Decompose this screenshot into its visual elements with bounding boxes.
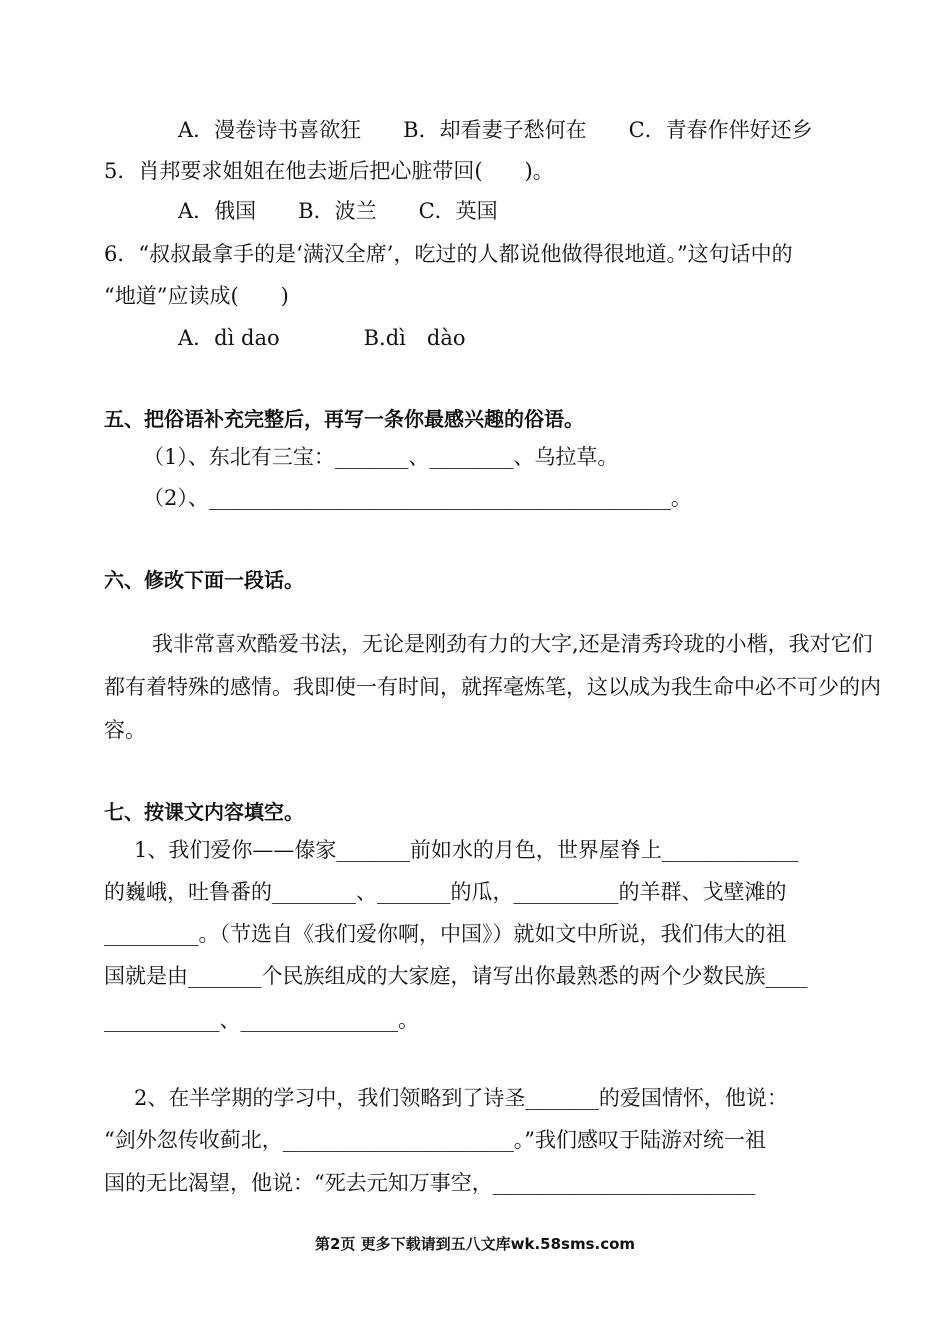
q4-item4-options: A．漫卷诗书喜欲狂 B．却看妻子愁何在 C．青春作伴好还乡 — [178, 118, 813, 142]
q4-item6-question-line2: “地道”应读成( ) — [104, 284, 289, 308]
q4-item6-question-line1: 6．“叔叔最拿手的是‘满汉全席’，吃过的人都说他做得很地道。”这句话中的 — [104, 242, 793, 266]
q6-title: 六、修改下面一段话。 — [104, 568, 304, 592]
q6-paragraph-line1: 我非常喜欢酷爱书法，无论是刚劲有力的大字,还是清秀玲珑的小楷，我对它们 — [152, 632, 873, 656]
q4-item5-options: A．俄国 B．波兰 C．英国 — [178, 199, 498, 223]
q7-title: 七、按课文内容填空。 — [104, 800, 304, 824]
q7-item1-line3: _________。（节选自《我们爱你啊，中国》）就如文中所说，我们伟大的祖 — [104, 922, 787, 946]
q7-item1-line2: 的巍峨，吐鲁番的________、_______的瓜，__________的羊群、戈壁滩的 — [104, 880, 787, 904]
q6-paragraph-line2: 都有着特殊的感情。我即使一有时间，就挥毫炼笔，这以成为我生命中必不可少的内 — [104, 675, 881, 699]
q5-line1: （1）、东北有三宝：_______、________、乌拉草。 — [143, 445, 619, 469]
q6-paragraph-line3: 容。 — [104, 718, 146, 742]
q5-line2: （2）、____________________________________________。 — [143, 486, 692, 510]
q7-item2-line1: 2、在半学期的学习中，我们领略到了诗圣_______的爱国情怀，他说： — [134, 1086, 788, 1110]
q4-item5-question: 5．肖邦要求姐姐在他去逝后把心脏带回( )。 — [104, 159, 554, 183]
q7-item2-line2: “剑外忽传收蓟北，______________________。”我们感叹于陆游对统一祖 — [104, 1128, 766, 1152]
q7-item1-line1: 1、我们爱你——傣家_______前如水的月色，世界屋脊上_____________ — [134, 838, 799, 862]
q4-item6-options: A．dì dao B.dì dào — [178, 326, 466, 350]
q7-item1-line4: 国就是由_______个民族组成的大家庭，请写出你最熟悉的两个少数民族____ — [104, 964, 808, 988]
page-footer: 第2页 更多下载请到五八文库wk.58sms.com — [314, 1235, 636, 1253]
q7-item1-line5: ___________、_______________。 — [104, 1008, 419, 1032]
q7-item2-line3: 国的无比渴望，他说：“死去元知万事空，_________________________ — [104, 1171, 756, 1195]
q5-title: 五、把俗语补充完整后，再写一条你最感兴趣的俗语。 — [104, 407, 584, 431]
